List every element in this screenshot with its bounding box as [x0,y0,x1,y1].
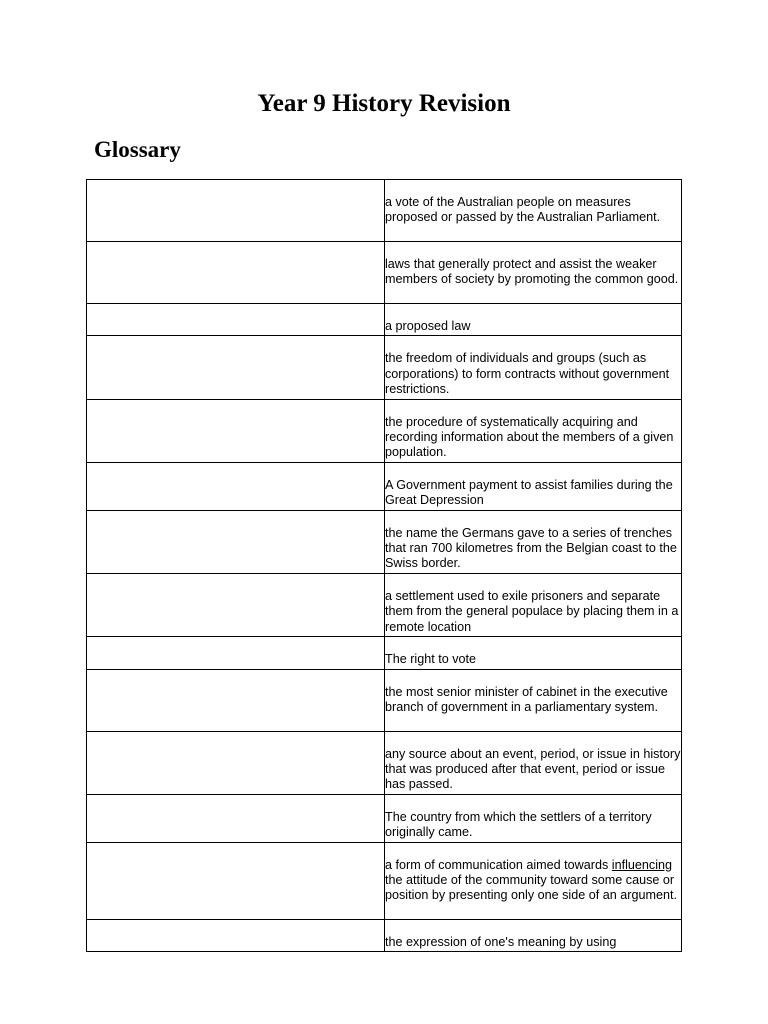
definition-cell: any source about an event, period, or issue in history that was produced after that event, period or issue has passed. [385,746,681,792]
term-cell [87,336,385,399]
definition-cell: a settlement used to exile prisoners and separate them from the general populace by placing them in a remote location [385,588,679,634]
definition-cell: the expression of one's meaning by using [385,934,617,949]
term-cell [87,180,385,242]
definition-cell: a vote of the Australian people on measures proposed or passed by the Australian Parliament. [385,195,661,225]
glossary-table [86,179,682,952]
term-cell [87,794,385,842]
definition-cell: the freedom of individuals and groups (such as corporations) to form contracts without government restrictions. [385,351,670,397]
table-row [87,304,682,336]
table-row [87,919,682,951]
definition-text-part: a form of communication aimed towards [385,857,612,872]
underlined-word: influencing [611,857,672,872]
table-row [87,842,682,919]
table-row [87,180,682,242]
table-row [87,794,682,842]
section-heading-glossary: Glossary [94,137,181,162]
definition-text-part: the attitude of the community toward some cause or position by presenting only one side of an argument. [385,872,677,903]
table-row [87,510,682,573]
term-cell [87,510,385,573]
table-row [87,573,682,636]
definition-cell: the name the Germans gave to a series of trenches that ran 700 kilometres from the Belgian coast to the Swiss border. [385,525,677,571]
table-row [87,242,682,304]
term-cell [87,842,385,919]
definition-cell: A Government payment to assist families during the Great Depression [385,477,673,508]
term-cell [87,637,385,669]
definition-cell: a proposed law [385,319,471,333]
table-row [87,637,682,669]
term-cell [87,573,385,636]
term-cell [87,304,385,336]
definition-cell: the most senior minister of cabinet in the executive branch of government in a parliamentary system. [385,684,668,714]
table-row [87,462,682,510]
term-cell [87,919,385,951]
page-title: Year 9 History Revision [257,90,511,117]
table-row [87,669,682,731]
definition-cell [385,843,681,905]
term-cell [87,242,385,304]
definition-cell: laws that generally protect and assist the weaker members of society by promoting the common good. [385,257,679,287]
table-row [87,399,682,462]
term-cell [87,399,385,462]
definition-cell: The right to vote [385,652,477,667]
definition-cell: The country from which the settlers of a territory originally came. [385,809,652,840]
term-cell [87,669,385,731]
term-cell [87,731,385,794]
table-row [87,731,682,794]
definition-cell: the procedure of systematically acquiring and recording information about the members of a given population. [385,414,674,460]
table-row [87,336,682,399]
term-cell [87,462,385,510]
